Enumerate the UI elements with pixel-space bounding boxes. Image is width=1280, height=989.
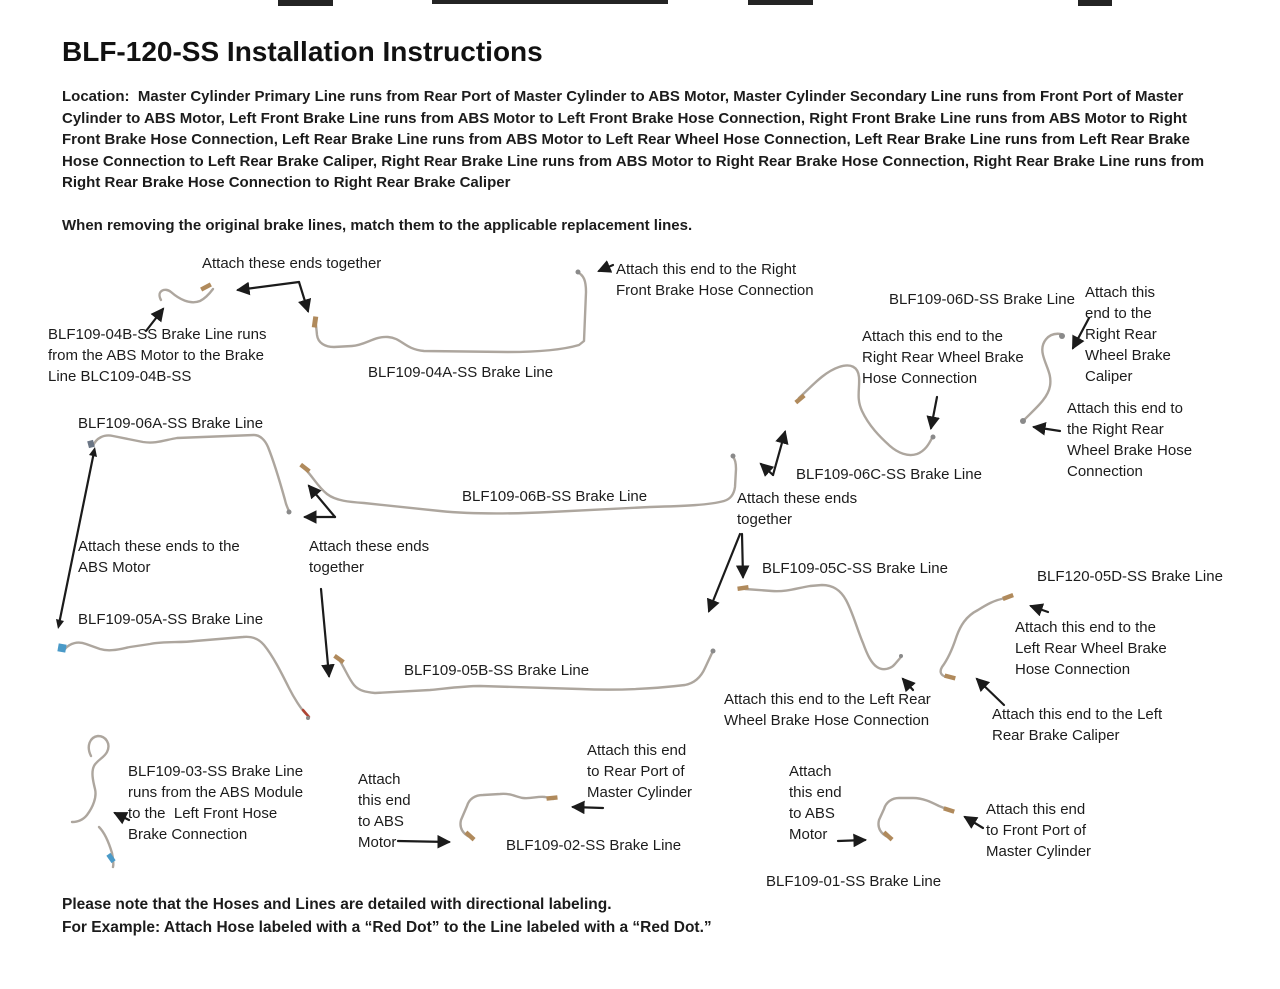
label-attach-ends-together-left: Attach these ends together [309,538,434,576]
label-line-06c: BLF109-06C-SS Brake Line [796,466,982,483]
label-front-port: Attach this end to Front Port of Master Cylinder [986,801,1092,860]
label-line-04b-runs: BLF109-04B-SS Brake Line runs from the ABS Motor to the Brake Line BLC109-04B-SS [48,326,271,385]
label-right-rear-hose-mid: Attach this end to the Right Rear Wheel Brake Hose Connection [862,328,1028,387]
label-line-04a: BLF109-04A-SS Brake Line [368,364,554,381]
note-line-2: For Example: Attach Hose labeled with a “Red Dot” to the Line labeled with a “Red Dot.” [62,919,712,936]
label-right-rear-hose-far: Attach this end to the Right Rear Wheel Brake Hose Connection [1067,400,1197,480]
label-line-01: BLF109-01-SS Brake Line [766,873,942,890]
brake-line-05d-drawing [941,593,1014,680]
brake-line-03-drawing [72,736,116,867]
label-attach-ends-together-mid: Attach these ends together [737,490,862,528]
label-rear-port: Attach this end to Rear Port of Master Cylinder [587,742,693,801]
label-left-rear-hose-right: Attach this end to the Left Rear Wheel Brake Hose Connection [1015,619,1171,678]
label-attach-abs-right: Attach this end to ABS Motor [789,763,846,843]
label-line-03-runs: BLF109-03-SS Brake Line runs from the ABS Module to the Left Front Hose Brake Connection [128,763,308,843]
brake-line-05c-drawing [737,585,903,669]
label-right-front-hose: Attach this end to the Right Front Brake Hose Connection [616,261,814,299]
label-left-rear-caliper: Attach this end to the Left Rear Brake Caliper [992,706,1167,744]
brake-line-06a-drawing [87,435,291,515]
intro-text: When removing the original brake lines, match them to the applicable replacement lines. [62,217,693,234]
label-line-06a: BLF109-06A-SS Brake Line [78,415,264,432]
label-line-05b: BLF109-05B-SS Brake Line [404,662,590,679]
label-line-05c: BLF109-05C-SS Brake Line [762,560,948,577]
label-line-06b: BLF109-06B-SS Brake Line [462,488,648,505]
brake-line-04a-drawing [312,270,586,353]
label-line-06d: BLF109-06D-SS Brake Line [889,291,1075,308]
label-line-05a: BLF109-05A-SS Brake Line [78,611,264,628]
label-attach-ends-together-top: Attach these ends together [202,255,382,272]
label-left-rear-hose-bottom: Attach this end to the Left Rear Wheel Brake Hose Connection [724,691,935,729]
brake-line-04b-drawing [160,282,213,302]
label-right-rear-caliper: Attach this end to the Right Rear Wheel Brake Caliper [1085,284,1176,385]
label-attach-ends-abs: Attach these ends to the ABS Motor [78,538,244,576]
brake-line-01-drawing [878,798,954,841]
note-line-1: Please note that the Hoses and Lines are detailed with directional labeling. [62,896,612,913]
location-paragraph: Location: Master Cylinder Primary Line runs from Rear Port of Master Cylinder to ABS Motor, Master Cylinder Secondary Line runs from Front Port of Master Cylinder to ABS Motor, Left Front Brake Line runs from ABS Motor to Left Front Brake Hose Connection, Right Front Brake Line runs from ABS Motor to Right Front Brake Hose Connection, Left Rear Brake Line runs from ABS Motor to Left Rear Wheel Hose Connection, Left Rear Brake Line runs from Left Rear Brake Hose Connection to Left Rear Brake Caliper, Right Rear Brake Line runs from ABS Motor to Right Rear Brake Hose Connection, Right Rear Brake Line runs from Right Rear Brake Hose Connection to Right Rear Brake Caliper [62,88,1209,192]
brake-line-06d-drawing [1020,333,1065,424]
label-attach-abs-left: Attach this end to ABS Motor [358,771,415,851]
label-line-05d: BLF120-05D-SS Brake Line [1037,568,1223,585]
label-line-02: BLF109-02-SS Brake Line [506,837,682,854]
page-title: BLF-120-SS Installation Instructions [62,36,543,67]
brake-line-05a-drawing [57,637,310,720]
directional-labeling-note [62,893,712,939]
